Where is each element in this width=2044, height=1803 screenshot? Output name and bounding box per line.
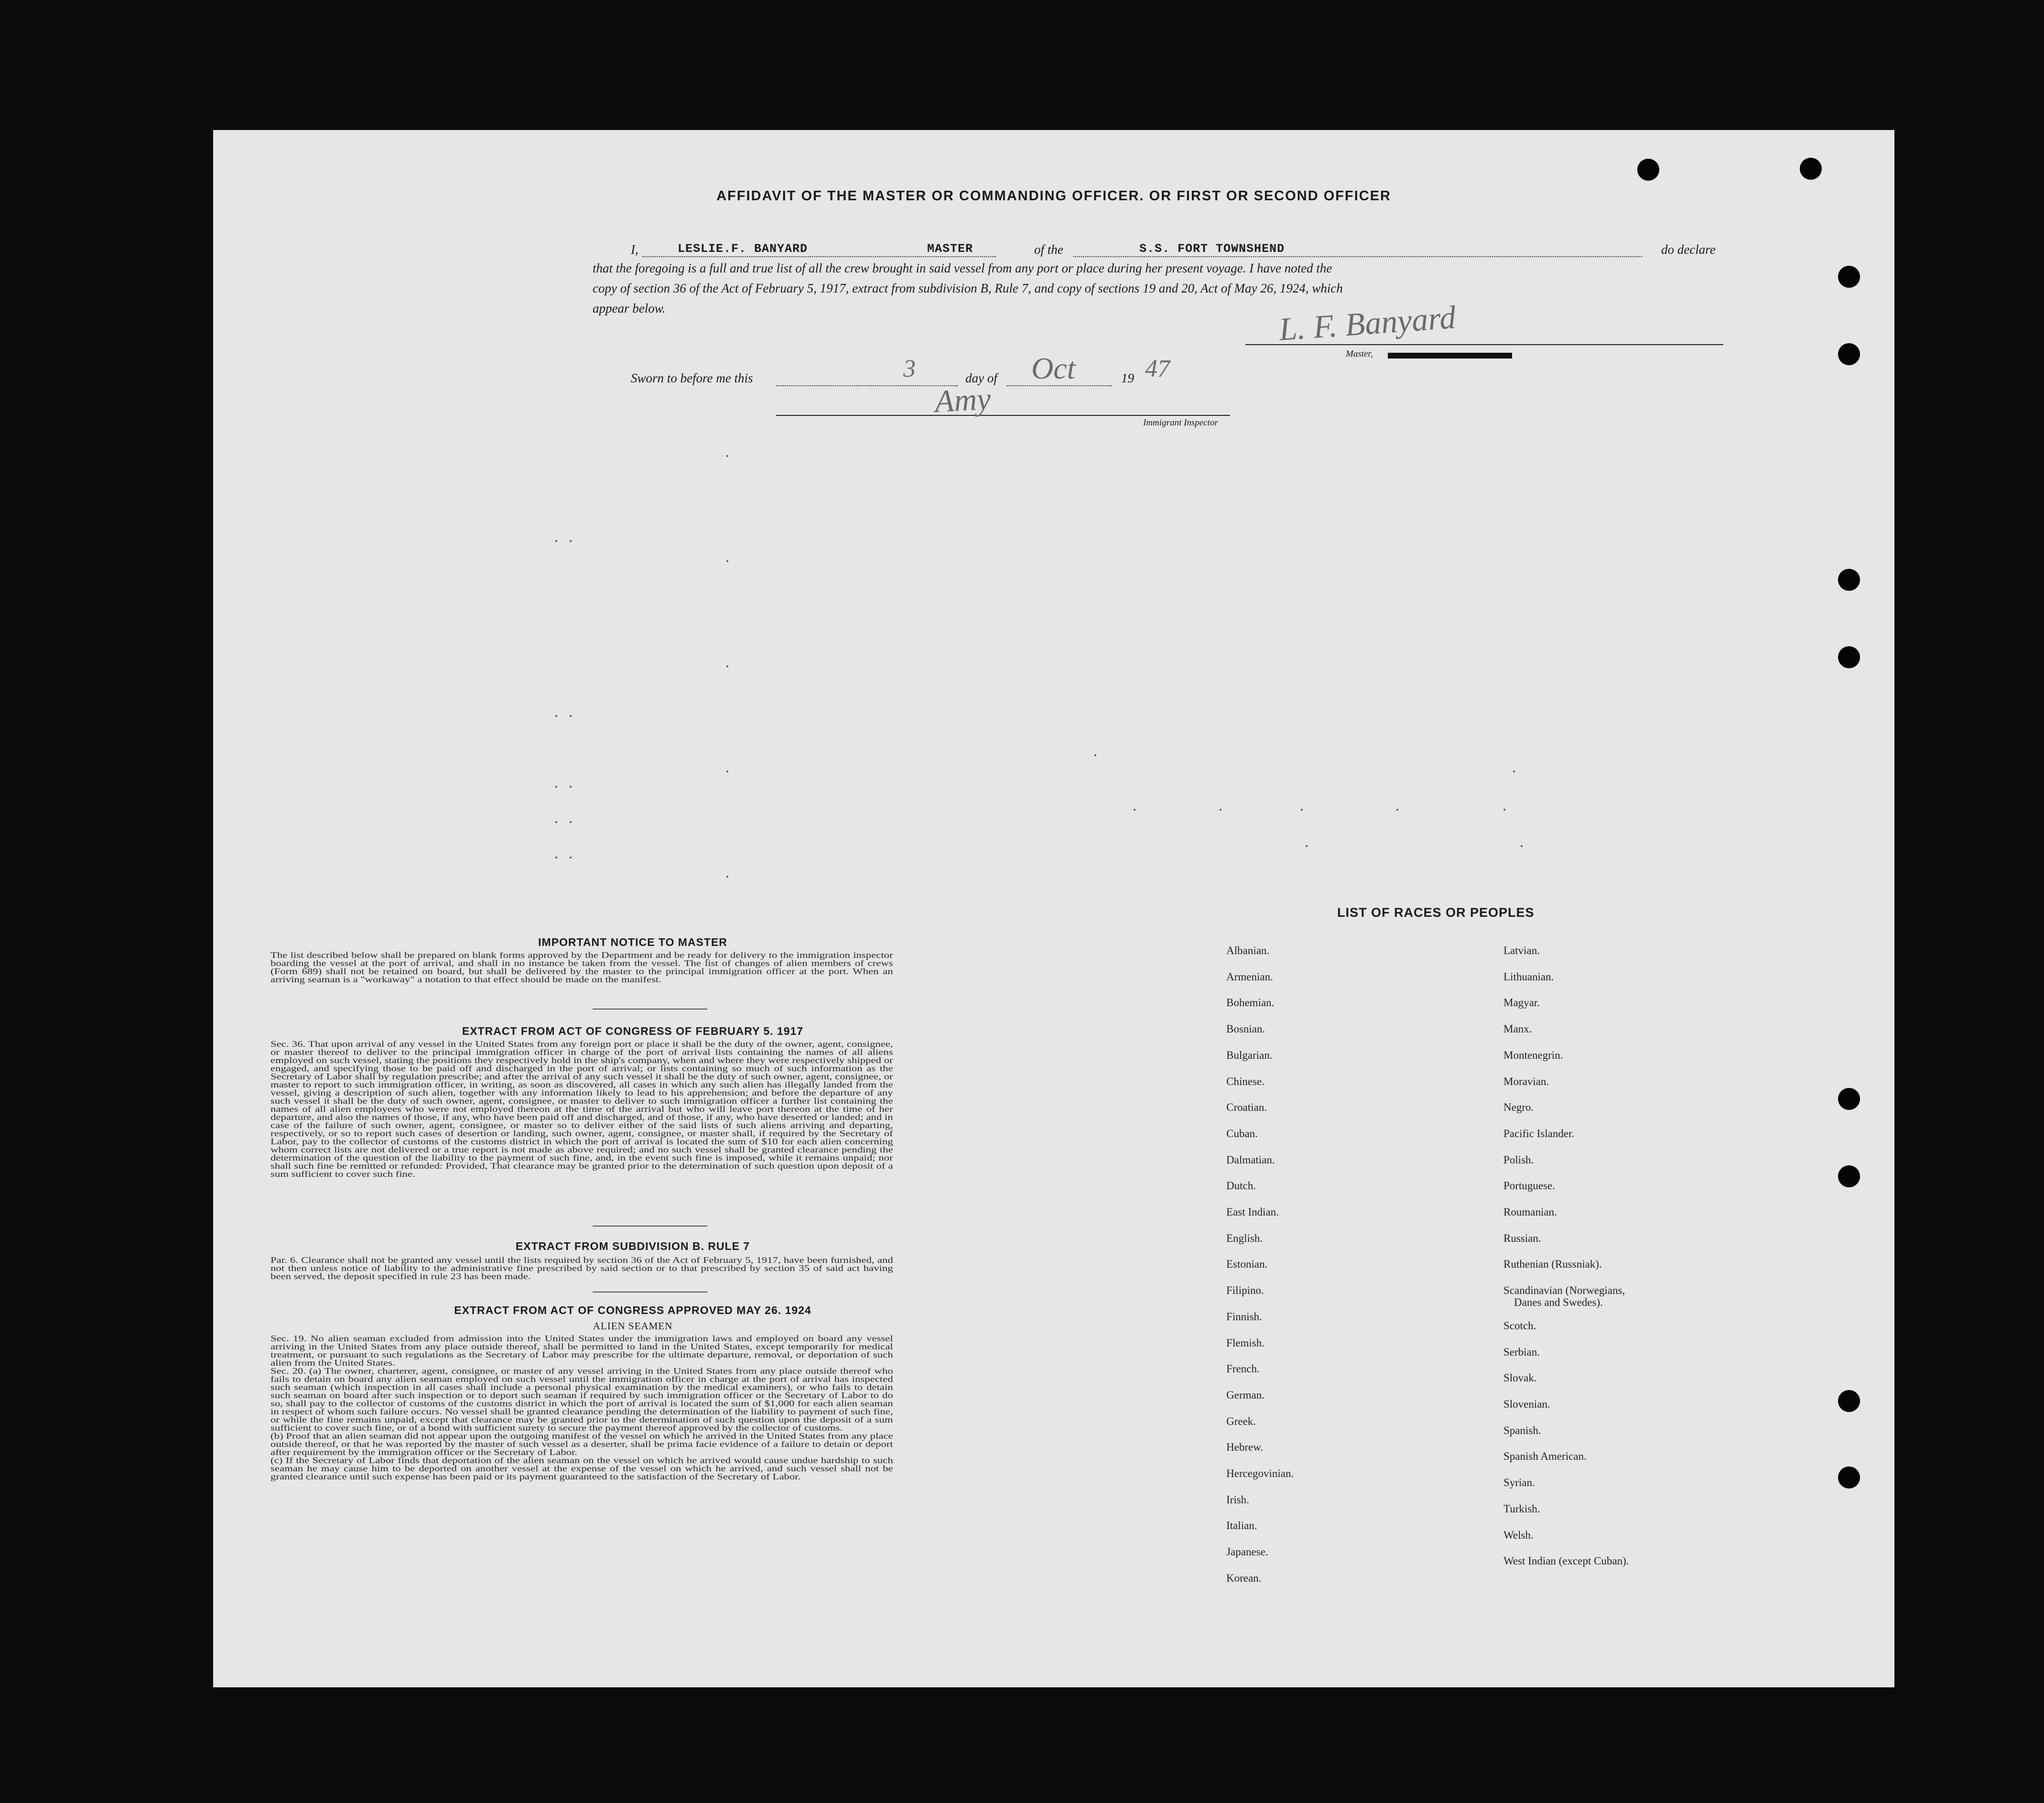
printed-dot (1503, 809, 1505, 811)
race-item: Ruthenian (Russniak). (1503, 1258, 1602, 1271)
name-line (642, 256, 996, 257)
extract-1924-title: EXTRACT FROM ACT OF CONGRESS APPROVED MAY 26. 1924 (454, 1304, 811, 1316)
race-item: Slovenian. (1503, 1398, 1550, 1411)
printed-dot (1513, 771, 1515, 772)
race-item: Japanese. (1226, 1546, 1268, 1558)
punch-hole (1838, 343, 1860, 365)
master-name: LESLIE.F. BANYARD (678, 242, 808, 256)
race-item: Italian. (1226, 1520, 1257, 1532)
extract-1917-text: Sec. 36. That upon arrival of any vessel in the United States from any foreign port or place it shall be the duty of the owner, agent, consignee, or master thereof to deliver to the principal immigration officer in charge of the port of arrival lists containing the names of all aliens employed on such vessel, stating the positions they respectively hold in the ship's company, when and where they were respectively shipped or engaged, and specifying those to be paid off and discharged in the port of arrival; or lists containing so much of such information as the Secretary of Labor shall by regulation prescribe; and after the arrival of any such vessel it shall be the duty of such owner, agent, consignee, or master to report to such immigration officer, in writing, as soon as discovered, all cases in which any such alien has illegally landed from the vessel, giving a description of such alien, together with any information likely to lead to his apprehension; and before the departure of any such vessel it shall be the duty of such owner, agent, consignee, or master to deliver to such immigration officer a further list containing the names of all alien employees who were not employed thereon at the time of the arrival but who will leave port thereon at the time of her departure, and also the names of those, if any, who have been paid off and discharged, and of those, if any, who have deserted or landed; and in case of the failure of such owner, agent, consignee, or master so to deliver either of the said lists of such aliens arriving and departing, respectively, or so to report such cases of desertion or landing, such owner, agent, consignee, or master shall, if required by the Secretary of Labor, pay to the collector of customs of the customs district in which the port of arrival is located the sum of $10 for each alien concerning whom correct lists are not delivered or a true report is not made as above required; and no such vessel shall be granted clearance pending the determination of the question of the liability to the payment of such fine, and, in the event such fine is imposed, while it remains unpaid; nor shall such fine be remitted or refunded: Provided, That clearance may be granted prior to the determination of such question upon deposit of a sum sufficient to cover such fine. (270, 1039, 893, 1179)
struck-out-title (1388, 353, 1512, 358)
race-item: Slovak. (1503, 1372, 1537, 1384)
printed-dot (1301, 809, 1303, 811)
race-item: Filipino. (1226, 1284, 1264, 1297)
race-item: Cuban. (1226, 1127, 1258, 1140)
printed-dot (555, 786, 557, 788)
race-item: Armenian. (1226, 970, 1273, 983)
race-item: Serbian. (1503, 1346, 1540, 1358)
race-item: Albanian. (1226, 945, 1270, 956)
declaration-line-2: that the foregoing is a full and true list of all the crew brought in said vessel from any port or place during her present voyage. I have noted the (593, 261, 1332, 275)
race-item: Montenegrin. (1503, 1049, 1563, 1061)
race-item: Turkish. (1503, 1502, 1540, 1515)
printed-dot (1094, 754, 1096, 756)
section-20b-text: (b) Proof that an alien seaman did not appear upon the outgoing manifest of the vessel on which he arrived in the United States from any place outside thereof, or that he was reported by the master of such vessel as a deserter, shall be prima facie evidence of a failure to detain or deport after requirement by the immigration officer or the Secretary of Labor. (270, 1431, 893, 1457)
printed-dot (1521, 845, 1523, 847)
punch-hole (1838, 1390, 1860, 1412)
race-item: Bulgarian. (1226, 1049, 1273, 1061)
race-item: Lithuanian. (1503, 970, 1554, 983)
race-item: Pacific Islander. (1503, 1127, 1575, 1140)
punch-hole (1838, 646, 1860, 668)
master-label: Master, (1346, 349, 1373, 359)
master-signature-line (1245, 344, 1723, 345)
race-item: Roumanian. (1503, 1206, 1557, 1218)
punch-hole (1838, 1466, 1860, 1488)
race-item: Portuguese. (1503, 1180, 1555, 1192)
printed-dot (570, 540, 572, 542)
printed-dot (555, 715, 557, 717)
race-item: German. (1226, 1389, 1265, 1401)
punch-hole (1838, 569, 1860, 591)
printed-dot (555, 857, 557, 858)
printed-dot (1306, 845, 1308, 847)
sworn-day-line (776, 385, 958, 386)
race-item: Welsh. (1503, 1529, 1534, 1541)
race-item: Spanish American. (1503, 1450, 1587, 1463)
section-separator (593, 1292, 707, 1293)
printed-dot (1134, 809, 1136, 811)
race-item: Bohemian. (1226, 997, 1275, 1009)
race-item: West Indian (except Cuban). (1503, 1555, 1629, 1567)
printed-dot (555, 821, 557, 823)
race-item: Hebrew. (1226, 1441, 1264, 1454)
year-prefix: 19 (1121, 371, 1134, 385)
race-item: Korean. (1226, 1572, 1262, 1584)
printed-dot (570, 857, 572, 858)
printed-dot (726, 771, 728, 772)
printed-dot (726, 876, 728, 878)
subdivision-text: Par. 6. Clearance shall not be granted any vessel until the lists required by section 36 of the Act of February 5, 1917, have been furnished, and not then unless notice of liability to the administrative fine prescribed by said section or to that prescribed by section 35 of said act having been served, the deposit specified in rule 23 has been made. (270, 1255, 893, 1281)
race-item: Bosnian. (1226, 1023, 1265, 1035)
race-item: Finnish. (1226, 1310, 1262, 1323)
race-item: Greek. (1226, 1415, 1256, 1427)
race-item: Polish. (1503, 1153, 1534, 1166)
do-declare-label: do declare (1661, 242, 1716, 257)
extract-1924-text (270, 1335, 893, 1481)
printed-dot (726, 560, 728, 562)
punch-hole (1637, 159, 1659, 181)
race-item: Flemish. (1226, 1336, 1265, 1349)
race-item: Magyar. (1503, 997, 1540, 1009)
punch-hole (1838, 1165, 1860, 1187)
year-suffix: 47 (1145, 355, 1170, 382)
section-separator (593, 1226, 707, 1227)
printed-dot (1220, 809, 1222, 811)
inspector-label: Immigrant Inspector (1143, 418, 1218, 428)
sworn-prefix: Sworn to before me this (631, 371, 753, 385)
printed-dot (555, 540, 557, 542)
printed-dot (726, 455, 728, 457)
race-item: French. (1226, 1363, 1260, 1375)
declaration-line-3: copy of section 36 of the Act of February 5, 1917, extract from subdivision B, Rule 7, and copy of sections 19 and 20, Act of May 26, 1924, which (593, 281, 1343, 295)
race-item: Negro. (1503, 1101, 1534, 1114)
punch-hole (1838, 266, 1860, 288)
races-title: LIST OF RACES OR PEOPLES (1337, 905, 1535, 920)
sworn-day: 3 (903, 355, 916, 382)
alien-seamen-subtitle: ALIEN SEAMEN (593, 1320, 673, 1332)
race-item: Scotch. (1503, 1319, 1536, 1332)
of-the-label: of the (1034, 242, 1063, 257)
declaration-line-4: appear below. (593, 301, 666, 315)
race-item: East Indian. (1226, 1206, 1279, 1218)
affidavit-title: AFFIDAVIT OF THE MASTER OR COMMANDING OFFICER. OR FIRST OR SECOND OFFICER (716, 188, 1391, 204)
sworn-month: Oct (1031, 351, 1076, 385)
printed-dot (1396, 809, 1398, 811)
vessel-line (1073, 256, 1642, 257)
race-item: Spanish. (1503, 1424, 1541, 1436)
master-rank: MASTER (927, 242, 973, 256)
section-19-text: Sec. 19. No alien seaman excluded from admission into the United States under the immigration laws and employed on board any vessel arriving in the United States from any place outside thereof, shall be permitted to land in the United States, except temporarily for medical treatment, or pursuant to such regulations as the Secretary of Labor may prescribe for the ultimate departure, removal, or deportation of such alien from the United States. (270, 1334, 893, 1368)
declaration-prefix: I, (631, 242, 638, 257)
race-item: Scandinavian (Norwegians, (1503, 1284, 1625, 1297)
race-item: Irish. (1226, 1493, 1249, 1506)
inspector-signature-line (776, 415, 1230, 416)
race-item: Estonian. (1226, 1258, 1268, 1271)
race-item: Danes and Swedes). (1514, 1296, 1603, 1308)
document-sheet (213, 130, 1894, 1687)
section-20a-text: Sec. 20. (a) The owner, charterer, agent, consignee, or master of any vessel arriving in the United States from any place outside thereof who fails to detain on board any alien seaman employed on such vessel until the immigration officer in charge at the port of arrival has inspected such seaman (which inspection in all cases shall include a personal physical examination by the medical examiners), or who fails to detain such seaman on board after such inspection or to deport such seaman if required by such immigration officer or the Secretary of Labor to do so, shall pay to the collector of customs of the customs district in which the port of arrival is located the sum of $1,000 for each alien seaman in respect of whom such failure occurs. No vessel shall be granted clearance pending the determination of the liability to payment of such fine, or while the fine remains unpaid, except that clearance may be granted prior to the determination of such question upon the deposit of a sum sufficient to cover such fine, or of a bond with sufficient surety to secure the payment thereof approved by the collector of customs. (270, 1366, 893, 1433)
race-item: Moravian. (1503, 1075, 1549, 1087)
section-20c-text: (c) If the Secretary of Labor finds that deportation of the alien seaman on the vessel on which he arrived would cause undue hardship to such seaman he may cause him to be deported on another vessel at the expense of the vessel on which he arrived, and such vessel shall not be granted clearance until such expense has been paid or its payment guaranteed to the satisfaction of the Secretary of Labor. (270, 1455, 893, 1481)
race-item: Latvian. (1503, 945, 1540, 956)
race-item: Russian. (1503, 1232, 1541, 1244)
printed-dot (570, 715, 572, 717)
punch-hole (1838, 1088, 1860, 1110)
race-item: Dalmatian. (1226, 1153, 1275, 1166)
race-item: Syrian. (1503, 1477, 1535, 1489)
printed-dot (570, 821, 572, 823)
day-of-label: day of (965, 371, 997, 385)
inspector-signature: Amy (934, 381, 992, 420)
vessel-name: S.S. FORT TOWNSHEND (1139, 242, 1285, 256)
race-item: English. (1226, 1232, 1263, 1244)
subdivision-title: EXTRACT FROM SUBDIVISION B. RULE 7 (515, 1240, 750, 1252)
race-item: Croatian. (1226, 1101, 1267, 1114)
punch-hole (1800, 158, 1822, 180)
race-item: Manx. (1503, 1023, 1532, 1035)
printed-dot (726, 665, 728, 667)
notice-text: The list described below shall be prepared on blank forms approved by the Department and be ready for delivery to the immigration inspector boarding the vessel at the port of arrival, and shall in no instance be taken from the vessel. The list of changes of alien members of crews (Form 689) shall not be retained on board, but shall be delivered by the master to the principal immigration officer at the port. When an arriving seaman is a "workaway" a notation to that effect should be made on the manifest. (270, 950, 893, 984)
master-signature: L. F. Banyard (1277, 299, 1457, 348)
extract-1917-title: EXTRACT FROM ACT OF CONGRESS OF FEBRUARY 5. 1917 (462, 1025, 804, 1037)
race-item: Dutch. (1226, 1180, 1256, 1192)
notice-title: IMPORTANT NOTICE TO MASTER (538, 936, 727, 948)
section-separator (593, 1009, 707, 1010)
race-item: Chinese. (1226, 1075, 1265, 1087)
printed-dot (570, 786, 572, 788)
race-item: Hercegovinian. (1226, 1467, 1294, 1479)
